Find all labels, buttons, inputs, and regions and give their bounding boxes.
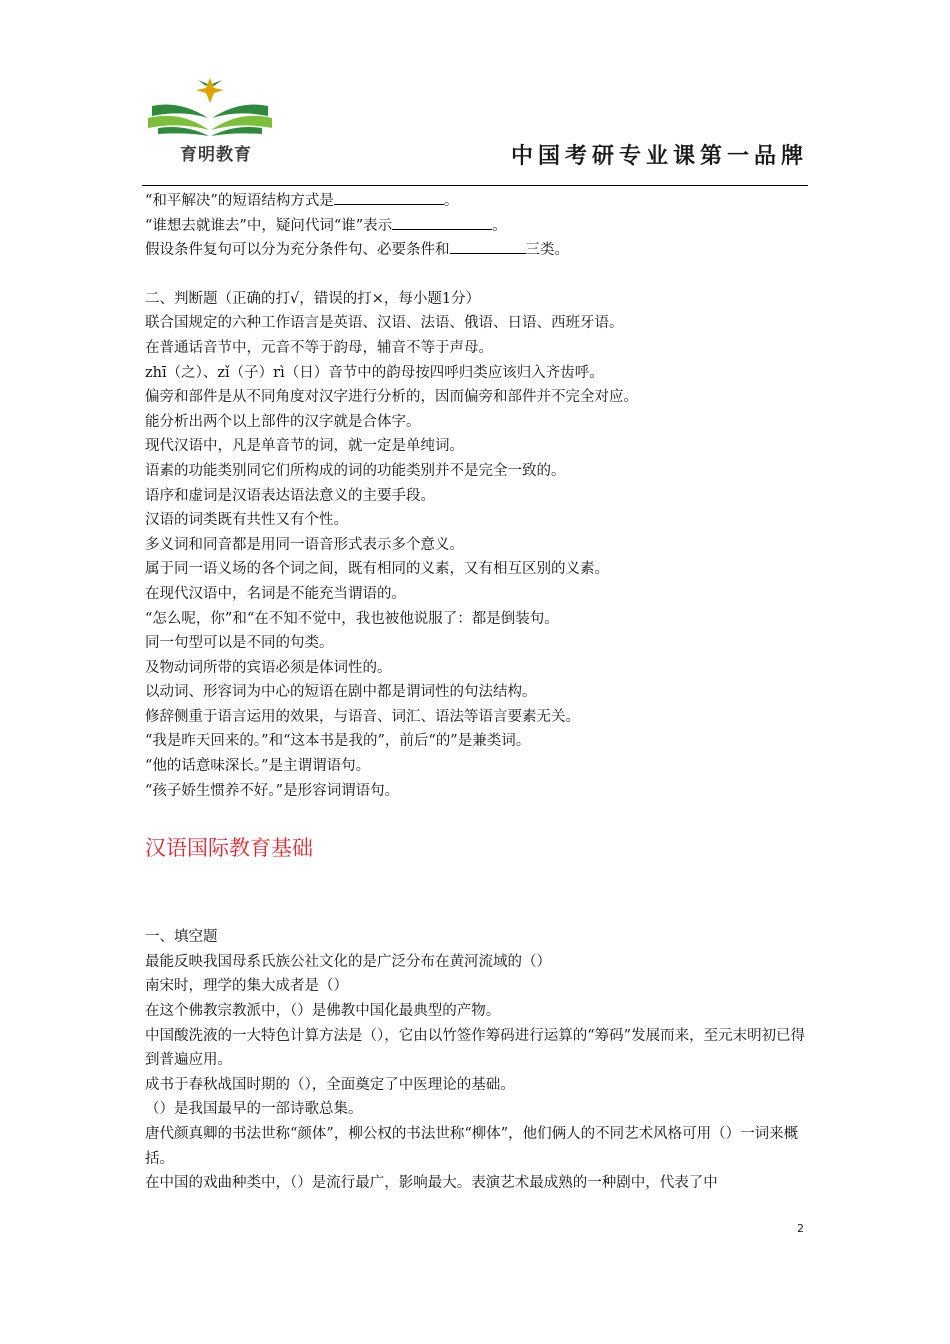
spacer	[145, 893, 810, 925]
judgement-item: 属于同一语义场的各个词之间，既有相同的义素，又有相互区别的义素。	[145, 561, 609, 578]
judgement-item: 语素的功能类别同它们所构成的词的功能类别并不是完全一致的。	[145, 462, 566, 479]
judgement-heading: 二、判断题（正确的打√，错误的打×，每小题1分）	[145, 290, 481, 307]
header-divider	[142, 185, 808, 186]
logo-emblem-icon	[140, 72, 280, 142]
fill-item: 中国酸洗液的一大特色计算方法是（），它由以竹签作筹码进行运算的“筹码”发展而来，至元末明初已得到普遍应用。	[145, 1027, 806, 1069]
judgement-item: 汉语的词类既有共性又有个性。	[145, 512, 348, 529]
judgement-item: 在普通话音节中，元音不等于韵母，辅音不等于声母。	[145, 339, 493, 356]
judgement-item: 现代汉语中，凡是单音节的词，就一定是单纯词。	[145, 438, 464, 455]
answer-blank	[450, 238, 526, 254]
fill-heading: 一、填空题	[145, 929, 218, 946]
fill-item: 最能反映我国母系氏族公社文化的是广泛分布在黄河流域的（）	[145, 953, 551, 970]
judgement-item: 同一句型可以是不同的句类。	[145, 635, 334, 652]
yuming-logo	[140, 72, 280, 172]
judgement-item: 多义词和同音都是用同一语音形式表示多个意义。	[145, 536, 464, 553]
answer-blank	[334, 189, 444, 205]
judgement-item: 联合国规定的六种工作语言是英语、汉语、法语、俄语、日语、西班牙语。	[145, 315, 624, 332]
judgement-item: 及物动词所带的宾语必须是体词性的。	[145, 659, 392, 676]
judgement-item: “我是昨天回来的。”和“这本书是我的”，前后“的”是兼类词。	[145, 733, 531, 750]
fill-item: 南宋时，理学的集大成者是（）	[145, 978, 348, 995]
fill-question-text: 假设条件复句可以分为充分条件句、必要条件和	[145, 242, 450, 259]
fill-question-text: “谁想去就谁去”中，疑问代词“谁”表示	[145, 217, 393, 234]
spacer	[145, 263, 810, 287]
judgement-item: 在现代汉语中，名词是不能充当谓语的。	[145, 585, 406, 602]
fill-question-end: 。	[492, 217, 507, 234]
page-number: 2	[797, 1222, 804, 1235]
judgement-item: 语序和虚词是汉语表达语法意义的主要手段。	[145, 487, 435, 504]
judgement-item: zhī（之）、zǐ（子）rì（日）音节中的韵母按四呼归类应该归入齐齿呼。	[145, 364, 604, 381]
judgement-item: “怎么呢，你”和“在不知不觉中，我也被他说服了：都是倒装句。	[145, 610, 559, 627]
judgement-item: 修辞侧重于语言运用的效果，与语音、词汇、语法等语言要素无关。	[145, 708, 580, 725]
fill-item: 在中国的戏曲种类中，（）是流行最广，影响最大。表演艺术最成熟的一种剧中，代表了中	[145, 1175, 718, 1192]
fill-item: （）是我国最早的一部诗歌总集。	[145, 1101, 363, 1118]
document-body	[145, 189, 810, 1196]
answer-blank	[392, 214, 492, 230]
judgement-item: “他的话意味深长。”是主谓谓语句。	[145, 758, 371, 775]
logo-text: 育明教育	[180, 145, 252, 165]
section-title: 汉语国际教育基础	[145, 836, 313, 861]
fill-question-line	[145, 238, 810, 263]
judgement-item: 偏旁和部件是从不同角度对汉字进行分析的，因而偏旁和部件并不完全对应。	[145, 389, 638, 406]
fill-item: 在这个佛教宗教派中，（）是佛教中国化最典型的产物。	[145, 1003, 501, 1020]
fill-item: 成书于春秋战国时期的（），全面奠定了中医理论的基础。	[145, 1076, 515, 1093]
fill-question-text: “和平解决”的短语结构方式是	[145, 193, 334, 209]
fill-question-line	[145, 214, 810, 239]
fill-question-line	[145, 189, 810, 214]
judgement-item: 能分析出两个以上部件的汉字就是合体字。	[145, 413, 421, 430]
judgement-item: 以动词、形容词为中心的短语在剧中都是谓词性的句法结构。	[145, 684, 537, 701]
fill-question-end: 。	[443, 193, 459, 209]
fill-question-end: 三类。	[525, 242, 569, 259]
header-slogan: 中国考研专业课第一品牌	[510, 144, 808, 169]
fill-item: 唐代颜真卿的书法世称“颜体”，柳公权的书法世称“柳体”，他们俩人的不同艺术风格可用（）一词来概括。	[145, 1126, 799, 1167]
judgement-item: “孩子娇生惯养不好。”是形容词谓语句。	[145, 782, 400, 799]
